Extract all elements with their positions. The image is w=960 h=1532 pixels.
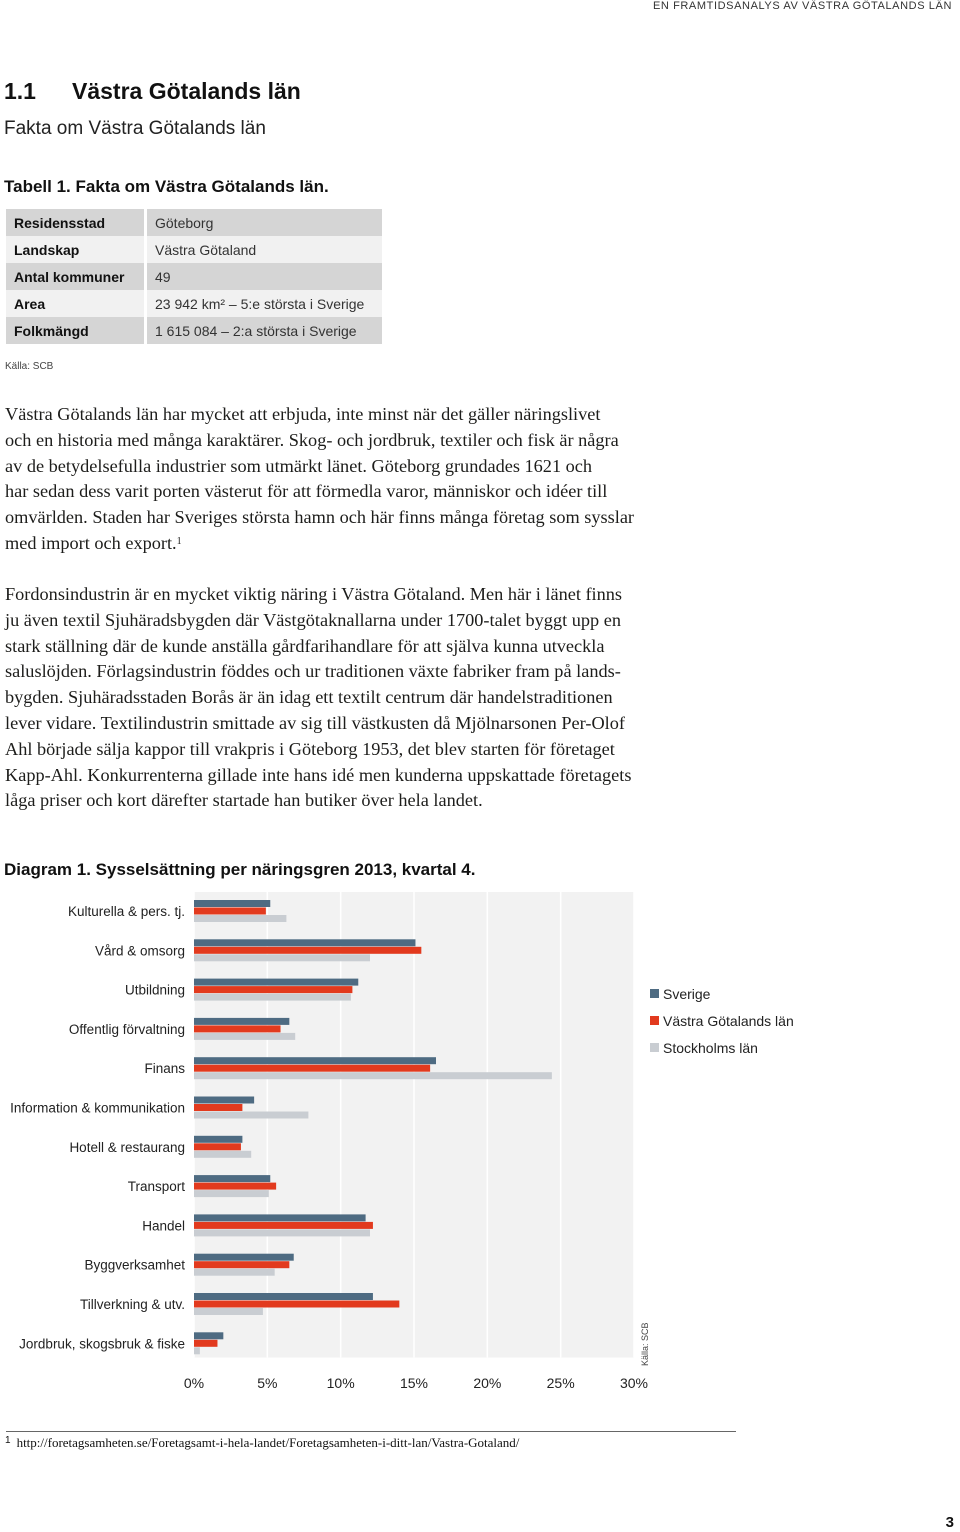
bar: [194, 1175, 270, 1182]
legend-item-sverige: [650, 980, 794, 1007]
bar: [194, 1097, 254, 1104]
bar: [194, 947, 421, 954]
bar: [194, 915, 286, 922]
bar: [194, 994, 351, 1001]
fact-table: [6, 209, 382, 344]
paragraph-1: [5, 402, 745, 557]
category-label: Offentlig förvaltning: [68, 1021, 185, 1037]
bar: [194, 1072, 552, 1079]
fact-row: [6, 236, 382, 263]
bar: [194, 908, 266, 915]
legend-label: Stockholms län: [663, 1039, 758, 1056]
paragraph-line: ju även textil Sjuhäradsbygden där Västgötaknallarna under 1700-talet byggt upp en: [5, 609, 621, 630]
bar: [194, 1269, 275, 1276]
paragraph-line-text: med import och export.: [5, 532, 177, 553]
legend-label: Sverige: [663, 985, 711, 1002]
category-label: Kulturella & pers. tj.: [67, 904, 185, 919]
bar: [194, 1065, 430, 1072]
fact-row: [6, 290, 382, 317]
category-label: Jordbruk, skogsbruk & fiske: [19, 1336, 185, 1352]
chart-legend: [650, 980, 794, 1061]
chart-source: Källa: SCB: [640, 1322, 650, 1366]
bar: [194, 900, 270, 907]
section-title: [4, 78, 301, 105]
category-label: Information & kommunikation: [10, 1100, 185, 1116]
bar: [194, 979, 358, 986]
category-label: Handel: [142, 1218, 185, 1234]
bar: [194, 1057, 436, 1064]
legend-item-vastra-gotaland: [650, 1007, 794, 1034]
bar: [194, 1112, 308, 1119]
bar: [194, 1308, 263, 1315]
category-label: Tillverkning & utv.: [79, 1297, 185, 1312]
section-heading: Västra Götalands län: [72, 78, 301, 104]
fact-key: Area: [6, 290, 144, 317]
category-label: Transport: [127, 1179, 185, 1195]
bar: [194, 1347, 200, 1354]
bar: [194, 1261, 289, 1268]
x-tick-label: 10%: [326, 1375, 355, 1391]
paragraph-line: Västra Götalands län har mycket att erbjuda, inte minst när det gäller näringslivet: [5, 404, 601, 424]
paragraph-2: [5, 582, 745, 814]
page-number: 3: [945, 1514, 954, 1531]
fact-key: Residensstad: [6, 209, 144, 236]
bar: [194, 1301, 399, 1308]
bar: [194, 1018, 289, 1025]
x-tick-label: 30%: [619, 1375, 649, 1391]
footnote-rule: [6, 1431, 736, 1432]
fact-value: Göteborg: [144, 209, 382, 236]
fact-row: [6, 209, 382, 236]
paragraph-line: lever vidare. Textilindustrin smittade av sig till västkusten då Mjölnarsonen Per-Olof: [5, 712, 625, 733]
table-title: Tabell 1. Fakta om Västra Götalands län.: [4, 177, 329, 196]
fact-row: [6, 317, 382, 344]
x-tick-label: 25%: [546, 1375, 575, 1391]
bar: [194, 1254, 294, 1261]
bar: [194, 1190, 269, 1197]
paragraph-line: av de betydelsefulla industrier som utmärkt länet. Göteborg grundades 1621 och: [5, 455, 593, 476]
paragraph-line: Fordonsindustrin är en mycket viktig näring i Västra Götaland. Men här i länet finns: [5, 584, 623, 604]
category-label: Byggverksamhet: [84, 1257, 185, 1273]
category-label: Vård & omsorg: [94, 943, 185, 959]
legend-item-stockholm: [650, 1034, 794, 1061]
fact-value: 49: [144, 263, 382, 290]
paragraph-line: omvärlden. Staden har Sveriges största hamn och här finns många företag som sysslar: [5, 507, 635, 528]
fact-value: Västra Götaland: [144, 236, 382, 263]
running-header: EN FRAMTIDSANALYS AV VÄSTRA GÖTALANDS LÄN: [652, 0, 952, 12]
legend-swatch: [650, 1043, 659, 1052]
fact-key: Landskap: [6, 236, 144, 263]
bar: [194, 1025, 281, 1032]
section-subtitle: Fakta om Västra Götalands län: [4, 118, 266, 139]
bar: [194, 1332, 223, 1339]
bar: [194, 1222, 373, 1229]
paragraph-line: saluslöjden. Förlagsindustrin föddes och ur traditionen växte fabriker fram på lands-: [5, 661, 621, 682]
paragraph-line: har sedan dess varit porten västerut för att förmedla varor, människor och idéer till: [5, 481, 608, 502]
paragraph-line: låga priser och kort därefter startade han butiker över hela landet.: [5, 790, 483, 811]
x-tick-label: 0%: [183, 1375, 205, 1391]
category-label: Hotell & restaurang: [69, 1139, 185, 1155]
bar: [194, 939, 415, 946]
x-tick-label: 15%: [399, 1375, 429, 1391]
bar: [194, 1151, 251, 1158]
table-source: Källa: SCB: [5, 361, 54, 372]
bar: [194, 1293, 373, 1300]
fact-row: [6, 263, 382, 290]
category-label: Finans: [144, 1061, 185, 1077]
paragraph-line: Ahl började sälja kappor till vrakpris i Göteborg 1953, det blev starten för företaget: [5, 738, 615, 759]
footnote-mark: 1: [5, 1435, 11, 1446]
fact-value: 23 942 km² – 5:e största i Sverige: [144, 290, 382, 317]
bar: [194, 1143, 241, 1150]
bar: [194, 954, 370, 961]
footnote-reference: 1: [176, 535, 182, 547]
section-number: 1.1: [4, 78, 36, 104]
footnote: [5, 1435, 519, 1451]
paragraph-line: och en historia med många karaktärer. Skog- och jordbruk, textiler och fisk är några: [5, 429, 619, 450]
bar: [194, 1214, 366, 1221]
x-tick-label: 5%: [257, 1375, 278, 1391]
paragraph-line: stark ställning där de kunde anställa gårdfarihandlare för att själva kunna utveckla: [5, 635, 605, 656]
bar: [194, 986, 352, 993]
fact-key: Folkmängd: [6, 317, 144, 344]
fact-key: Antal kommuner: [6, 263, 144, 290]
bar: [194, 1183, 276, 1190]
legend-swatch: [650, 1016, 659, 1025]
legend-label: Västra Götalands län: [663, 1012, 794, 1029]
bar: [194, 1340, 217, 1347]
paragraph-line: bygden. Sjuhäradsstaden Borås är än idag ett textilt centrum där handelstraditionen: [5, 687, 613, 708]
diagram-title: Diagram 1. Sysselsättning per näringsgren 2013, kvartal 4.: [4, 860, 476, 879]
footnote-link[interactable]: http://foretagsamheten.se/Foretagsamt-i-hela-landet/Foretagsamheten-i-ditt-lan/Vastra-Gotaland/: [16, 1435, 520, 1450]
bar: [194, 1229, 370, 1236]
employment-bar-chart: [0, 880, 660, 1400]
fact-value: 1 615 084 – 2:a största i Sverige: [144, 317, 382, 344]
x-tick-label: 20%: [473, 1375, 502, 1391]
bar: [194, 1033, 295, 1040]
bar: [194, 1104, 242, 1111]
bar: [194, 1136, 242, 1143]
paragraph-line: [5, 531, 745, 557]
category-label: Utbildning: [124, 982, 185, 998]
paragraph-line: Kapp-Ahl. Konkurrenterna gillade inte hans idé men kunderna uppskattade företagets: [5, 764, 632, 785]
legend-swatch: [650, 989, 659, 998]
